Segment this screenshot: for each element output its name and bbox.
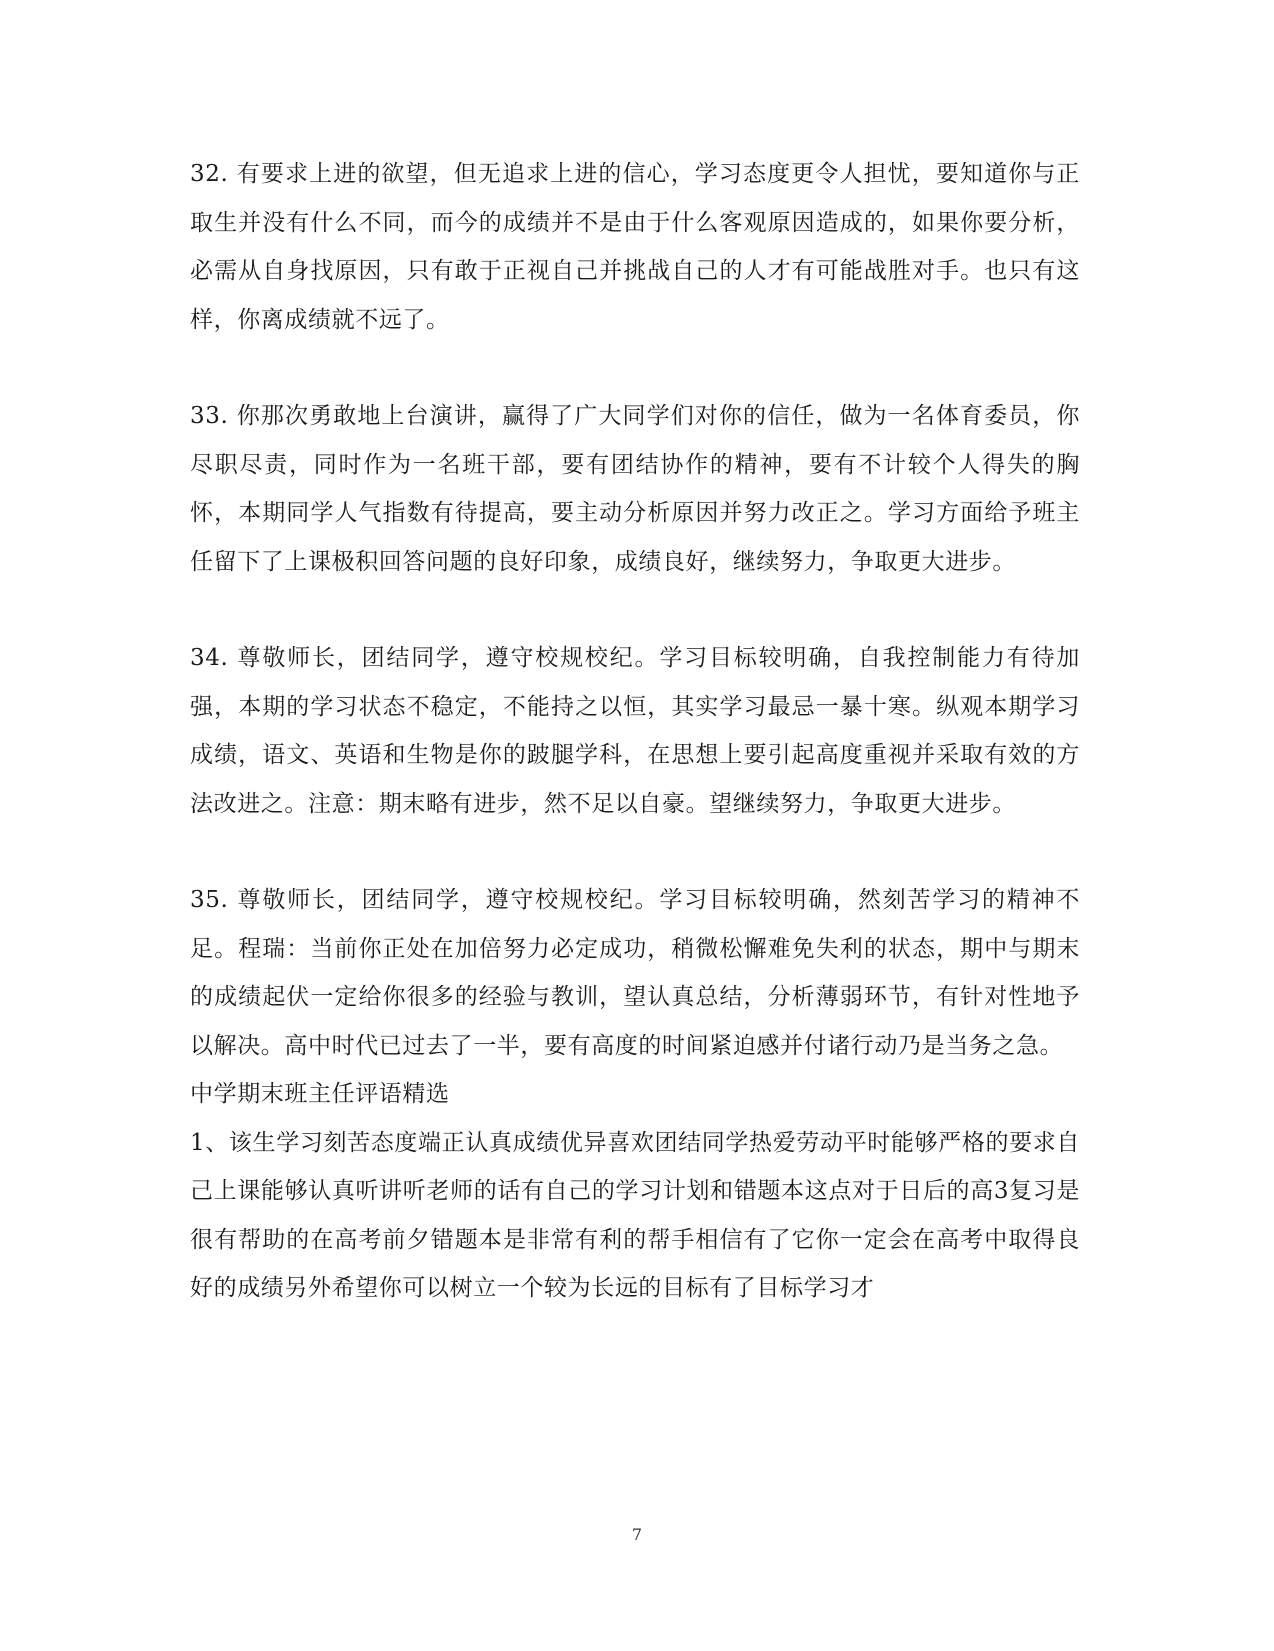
section-paragraph-1: 1、该生学习刻苦态度端正认真成绩优异喜欢团结同学热爱劳动平时能够严格的要求自己上课能够认真听讲听老师的话有自己的学习计划和错题本这点对于日后的高3复习是很有帮助的在高考前夕错题本是非常有利的帮手相信有了它你一定会在高考中取得良好的成绩另外希望你可以树立一个较为长远的目标有了目标学习才: [190, 1129, 1080, 1301]
paragraph-35: 35. 尊敬师长，团结同学，遵守校规校纪。学习目标较明确，然刻苦学习的精神不足。程瑞：当前你正处在加倍努力必定成功，稍微松懈难免失利的状态，期中与期末的成绩起伏一定给你很多的经验与教训，望认真总结，分析薄弱环节，有针对性地予以解决。高中时代已过去了一半，要有高度的时间紧迫感并付诸行动乃是当务之急。: [190, 887, 1080, 1059]
paragraph-33: 33. 你那次勇敢地上台演讲，赢得了广大同学们对你的信任，做为一名体育委员，你尽职尽责，同时作为一名班干部，要有团结协作的精神，要有不计较个人得失的胸怀，本期同学人气指数有待提高，要主动分析原因并努力改正之。学习方面给予班主任留下了上课极积回答问题的良好印象，成绩良好，继续努力，争取更大进步。: [190, 403, 1080, 575]
document-body: [190, 150, 1080, 1313]
paragraph-34: 34. 尊敬师长，团结同学，遵守校规校纪。学习目标较明确，自我控制能力有待加强，本期的学习状态不稳定，不能持之以恒，其实学习最忌一暴十寒。纵观本期学习成绩，语文、英语和生物是你的跛腿学科，在思想上要引起高度重视并采取有效的方法改进之。注意：期末略有进步，然不足以自豪。望继续努力，争取更大进步。: [190, 645, 1080, 817]
paragraph-32: 32. 有要求上进的欲望，但无追求上进的信心，学习态度更令人担忧，要知道你与正取生并没有什么不同，而今的成绩并不是由于什么客观原因造成的，如果你要分析，必需从自身找原因，只有敢于正视自己并挑战自己的人才有可能战胜对手。也只有这样，你离成绩就不远了。: [190, 161, 1080, 333]
page-number: 7: [631, 1525, 643, 1544]
section-title: 中学期末班主任评语精选: [190, 1081, 450, 1107]
